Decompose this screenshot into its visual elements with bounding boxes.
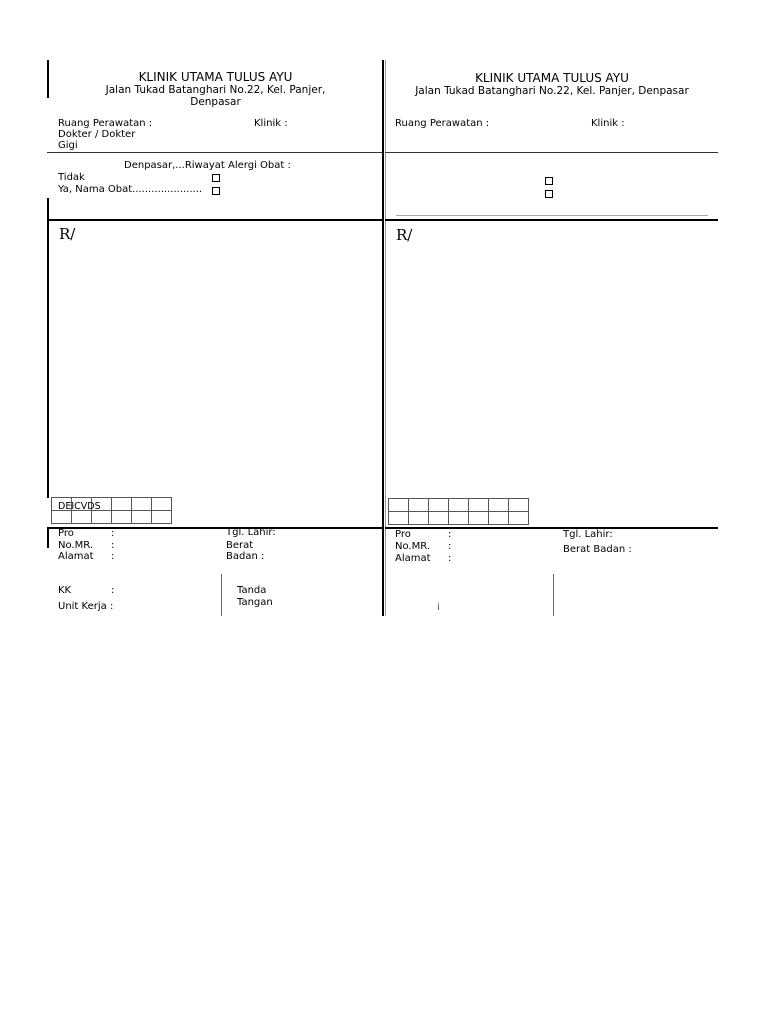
left-border-bottom <box>47 528 49 548</box>
left-tangan-label: Tangan <box>237 597 273 608</box>
left-unit-kerja-label: Unit Kerja : <box>58 601 114 612</box>
right-no-mr-label: No.MR. <box>395 541 430 552</box>
left-badan-label: Badan : <box>226 551 265 562</box>
right-alamat-label: Alamat <box>395 553 431 564</box>
left-sign-divider <box>221 574 222 616</box>
right-header-rule <box>385 152 718 153</box>
left-berat-label: Berat <box>226 540 254 551</box>
left-pro-label: Pro <box>58 528 74 539</box>
right-rx-top-rule <box>385 219 718 221</box>
right-sign-divider <box>553 574 554 616</box>
right-klinik-label: Klinik : <box>591 118 625 129</box>
right-clinic-name: KLINIK UTAMA TULUS AYU <box>475 71 629 85</box>
center-divider <box>382 60 384 616</box>
right-ya-checkbox[interactable] <box>545 190 553 198</box>
left-pro-colon: : <box>111 528 115 539</box>
right-tgl-lahir-label: Tgl. Lahir: <box>563 529 613 540</box>
left-ruang-perawatan-label: Ruang Perawatan : <box>58 118 153 129</box>
left-rx-top-rule <box>47 219 382 221</box>
right-stray-mark: i <box>437 602 440 613</box>
left-grid-label: DEICVDS <box>58 501 101 512</box>
right-alamat-colon: : <box>448 553 452 564</box>
left-no-mr-label: No.MR. <box>58 540 93 551</box>
right-border-left <box>385 60 386 616</box>
right-berat-badan-label: Berat Badan : <box>563 544 632 555</box>
right-gray-rule <box>396 215 708 216</box>
left-header-rule <box>47 152 382 153</box>
right-pro-label: Pro <box>395 529 411 540</box>
left-tanda-label: Tanda <box>237 585 267 596</box>
right-address: Jalan Tukad Batanghari No.22, Kel. Panjer, Denpasar <box>415 85 689 97</box>
left-alamat-colon: : <box>111 551 115 562</box>
right-patient-top-rule <box>385 527 718 529</box>
left-tidak-label: Tidak <box>58 172 85 183</box>
right-pro-colon: : <box>448 529 452 540</box>
right-rx-symbol: R/ <box>396 226 413 244</box>
left-tgl-lahir-label: Tgl. Lahir: <box>226 527 276 538</box>
left-border-main <box>47 198 49 498</box>
left-ya-checkbox[interactable] <box>212 187 220 195</box>
left-dokter-gigi-label: Gigi <box>58 140 78 151</box>
left-address-line2: Denpasar <box>190 96 241 108</box>
right-tidak-checkbox[interactable] <box>545 177 553 185</box>
right-ruang-perawatan-label: Ruang Perawatan : <box>395 118 490 129</box>
left-tidak-checkbox[interactable] <box>212 174 220 182</box>
left-address-line1: Jalan Tukad Batanghari No.22, Kel. Panjer, <box>105 84 326 96</box>
left-kk-label: KK <box>58 585 72 596</box>
left-alamat-label: Alamat <box>58 551 94 562</box>
right-no-mr-colon: : <box>448 541 452 552</box>
left-rx-symbol: R/ <box>59 225 76 243</box>
left-patient-top-rule <box>47 527 382 529</box>
right-code-grid <box>388 498 529 525</box>
left-alergi-label: Denpasar,...Riwayat Alergi Obat : <box>124 160 291 171</box>
left-dokter-label: Dokter / Dokter <box>58 129 136 140</box>
left-kk-colon: : <box>111 585 115 596</box>
left-clinic-name: KLINIK UTAMA TULUS AYU <box>138 70 293 84</box>
left-klinik-label: Klinik : <box>254 118 288 129</box>
left-ya-nama-obat-label: Ya, Nama Obat...................... <box>58 184 203 195</box>
left-no-mr-colon: : <box>111 540 115 551</box>
